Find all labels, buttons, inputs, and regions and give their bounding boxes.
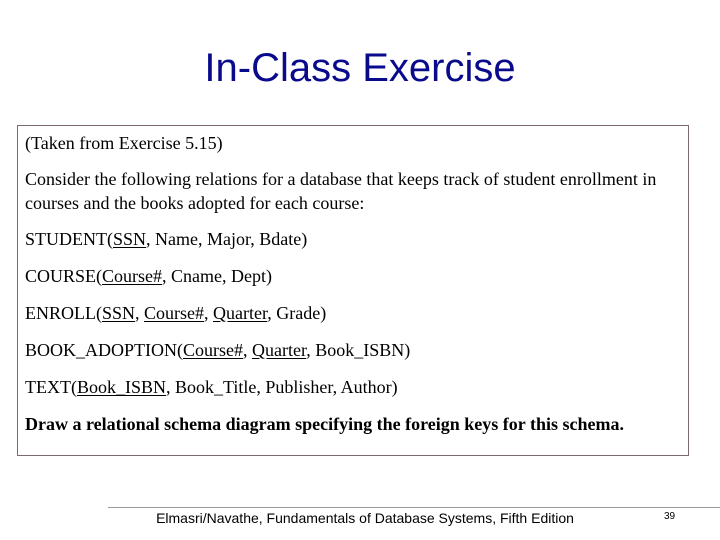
- task-text: Draw a relational schema diagram specifying the foreign keys for this schema.: [25, 414, 624, 434]
- key-attribute: Course#: [183, 340, 243, 360]
- attribute: Book_ISBN: [315, 340, 405, 360]
- attribute: Author: [340, 377, 392, 397]
- key-attribute: SSN: [102, 303, 136, 323]
- relation-name: COURSE: [25, 266, 97, 286]
- key-attribute: Book_ISBN: [76, 377, 166, 397]
- relation-name: ENROLL: [25, 303, 96, 323]
- key-attribute: Quarter: [213, 303, 268, 323]
- relation-name: STUDENT: [25, 229, 107, 249]
- attribute: Book_Title: [175, 377, 257, 397]
- relation-enroll: ENROLL(SSN, Course#, Quarter, Grade): [25, 303, 327, 323]
- relation-text: TEXT(Book_ISBN, Book_Title, Publisher, Author): [25, 377, 398, 397]
- footer: [0, 510, 720, 526]
- relation-name: TEXT: [25, 377, 71, 397]
- relation-list: [25, 227, 681, 399]
- attribute: Name: [155, 229, 199, 249]
- intro-text: Consider the following relations for a database that keeps track of student enrollment in courses and the books adopted for each course:: [25, 169, 657, 213]
- key-attribute: Quarter: [252, 340, 307, 360]
- relation-course: COURSE(Course#, Cname, Dept): [25, 266, 273, 286]
- slide-title: In-Class Exercise: [204, 46, 516, 90]
- key-attribute: Course#: [144, 303, 205, 323]
- footer-divider: [108, 507, 720, 508]
- page-number: 39: [664, 511, 676, 522]
- attribute: Publisher: [265, 377, 333, 397]
- footer-citation: Elmasri/Navathe, Fundamentals of Database Systems, Fifth Edition: [156, 510, 574, 526]
- relation-student: STUDENT(SSN, Name, Major, Bdate): [25, 229, 308, 249]
- key-attribute: Course#: [102, 266, 163, 286]
- attribute: Dept: [231, 266, 267, 286]
- attribute: Bdate: [259, 229, 302, 249]
- relation-book-adoption: BOOK_ADOPTION(Course#, Quarter, Book_ISBN): [25, 340, 411, 360]
- relation-name: BOOK_ADOPTION: [25, 340, 177, 360]
- attribute: Cname: [171, 266, 223, 286]
- source-note: (Taken from Exercise 5.15): [25, 133, 223, 153]
- attribute: Major: [207, 229, 251, 249]
- exercise-box: [17, 125, 689, 456]
- key-attribute: SSN: [113, 229, 147, 249]
- attribute: Grade: [276, 303, 321, 323]
